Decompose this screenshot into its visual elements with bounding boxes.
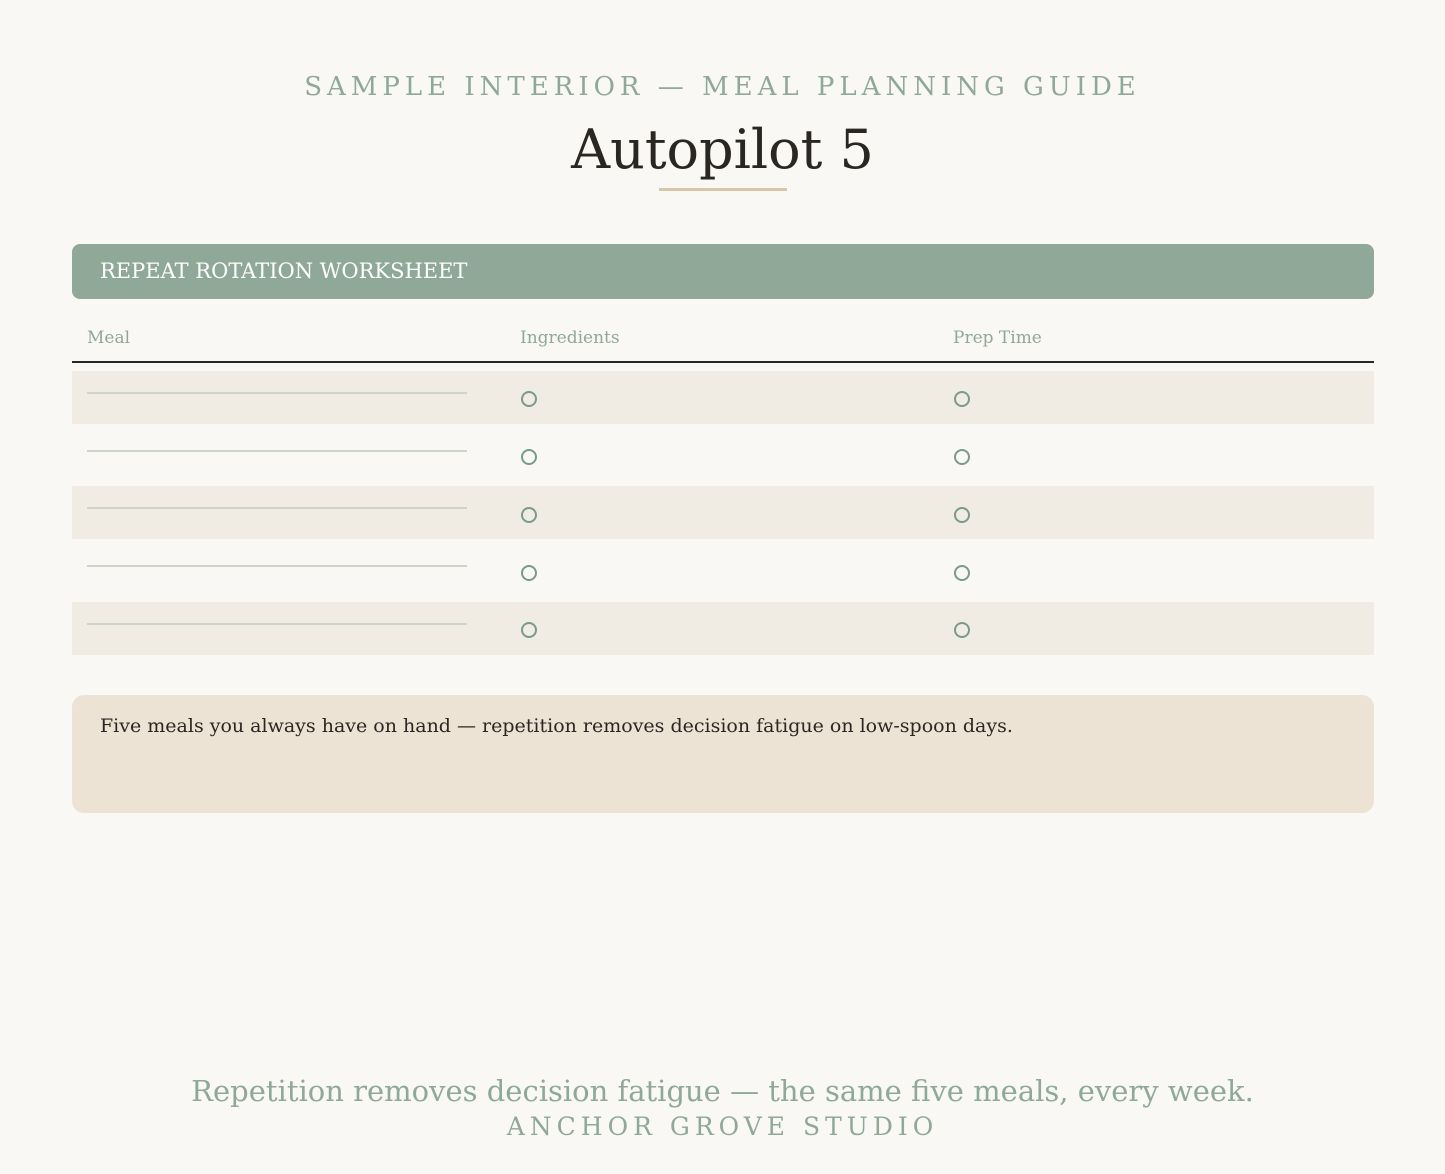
prep-time-checkbox[interactable] [954,565,970,581]
column-header-meal: Meal [87,328,131,348]
ingredients-checkbox[interactable] [521,449,537,465]
column-header-prep-time: Prep Time [953,328,1042,348]
prep-time-checkbox[interactable] [954,449,970,465]
prep-time-checkbox[interactable] [954,622,970,638]
table-row [72,602,1374,655]
column-header-ingredients: Ingredients [520,328,620,348]
meal-write-line[interactable] [87,507,467,509]
footer-brand: ANCHOR GROVE STUDIO [506,1112,939,1141]
page-title: Autopilot 5 [571,118,874,181]
footer-quote: Repetition removes decision fatigue — the same five meals, every week. [191,1074,1254,1108]
prep-time-checkbox[interactable] [954,507,970,523]
meal-write-line[interactable] [87,565,467,567]
worksheet-section-title: REPEAT ROTATION WORKSHEET [100,259,468,283]
prep-time-checkbox[interactable] [954,391,970,407]
table-header-divider [72,361,1374,363]
table-row [72,486,1374,539]
ingredients-checkbox[interactable] [521,391,537,407]
note-text: Five meals you always have on hand — repetition removes decision fatigue on low-spoon days. [100,715,1013,737]
meal-write-line[interactable] [87,450,467,452]
title-underline-divider [659,188,787,191]
table-row [72,544,1374,597]
meal-write-line[interactable] [87,392,467,394]
table-row [72,371,1374,424]
meal-write-line[interactable] [87,623,467,625]
ingredients-checkbox[interactable] [521,622,537,638]
page-subtitle: SAMPLE INTERIOR — MEAL PLANNING GUIDE [304,72,1141,102]
table-row [72,429,1374,482]
worksheet-section-header [72,244,1374,299]
ingredients-checkbox[interactable] [521,565,537,581]
note-box [72,695,1374,813]
ingredients-checkbox[interactable] [521,507,537,523]
